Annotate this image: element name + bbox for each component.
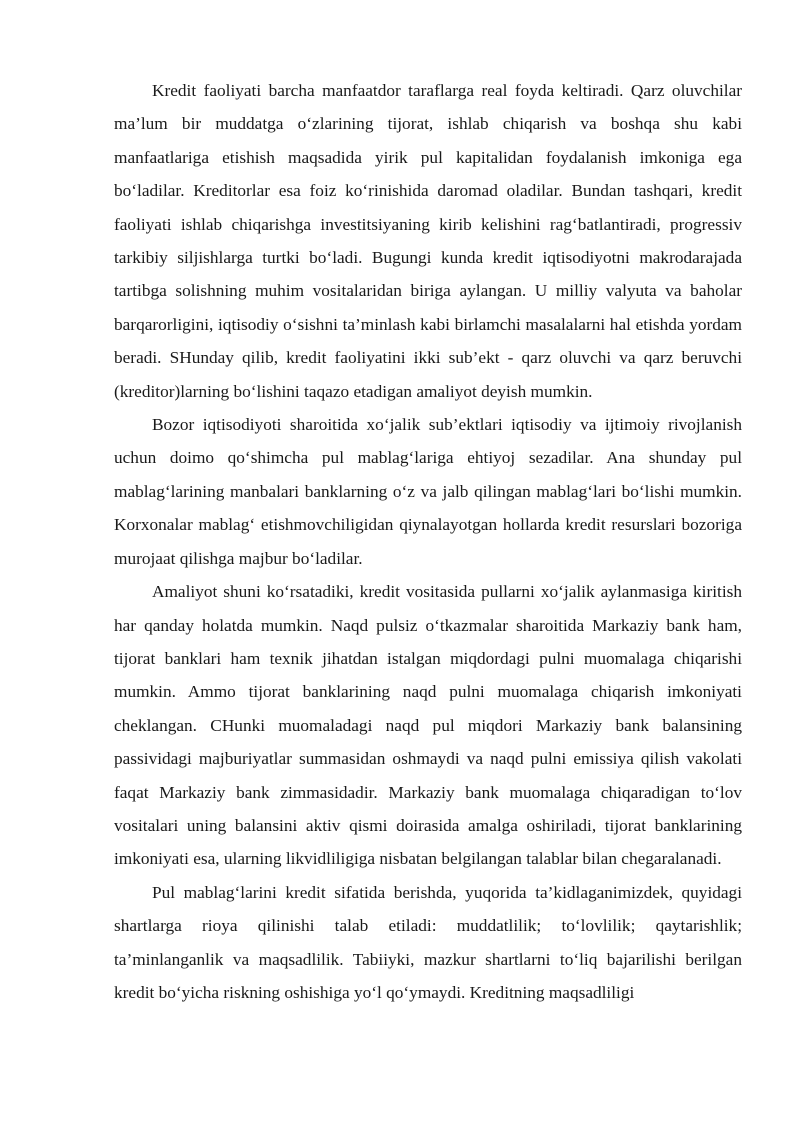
paragraph: Kredit faoliyati barcha manfaatdor taraflarga real foyda keltiradi. Qarz oluvchilar ma’lum bir muddatga o‘zlarining tijorat, ishlab chiqarish va boshqa shu kabi manfaatlariga etishish maqsadida yirik pul kapitalidan foydalanish imkoniga ega bo‘ladilar. Kreditorlar esa foiz ko‘rinishida daromad oladilar. Bundan tashqari, kredit faoliyati ishlab chiqarishga investitsiyaning kirib kelishini rag‘batlantiradi, progressiv tarkibiy siljishlarga turtki bo‘ladi. Bugungi kunda kredit iqtisodiyotni makrodarajada tartibga solishning muhim vositalaridan biriga aylangan. U milliy valyuta va baholar barqarorligini, iqtisodiy o‘sishni ta’minlash kabi birlamchi masalalarni hal etishda yordam beradi. SHunday qilib, kredit faoliyatini ikki sub’ekt - qarz oluvchi va qarz beruvchi (kreditor)larning bo‘lishini taqazo etadigan amaliyot deyish mumkin. — [114, 81, 742, 401]
paragraph: Pul mablag‘larini kredit sifatida berishda, yuqorida ta’kidlaganimizdek, quyidagi shartlarga rioya qilinishi talab etiladi: muddatlilik; to‘lovlilik; qaytarishlik; ta’minlanganlik va maqsadlilik. Tabiiyki, mazkur shartlarni to‘liq bajarilishi berilgan kredit bo‘yicha riskning oshishiga yo‘l qo‘ymaydi. Kreditning maqsadliligi — [114, 882, 742, 1002]
body-text — [114, 74, 742, 1009]
paragraph: Amaliyot shuni ko‘rsatadiki, kredit vositasida pullarni xo‘jalik aylanmasiga kiritish har qanday holatda mumkin. Naqd pulsiz o‘tkazmalar sharoitida Markaziy bank ham, tijorat banklari ham texnik jihatdan istalgan miqdordagi pulni muomalaga chiqarishi mumkin. Ammo tijorat banklarining naqd pulni muomalaga chiqarish imkoniyati cheklangan. CHunki muomaladagi naqd pul miqdori Markaziy bank balansining passividagi majburiyatlar summasidan oshmaydi va naqd pulni emissiya qilish vakolati faqat Markaziy bank zimmasidadir. Markaziy bank muomalaga chiqaradigan to‘lov vositalari uning balansini aktiv qismi doirasida amalga oshiriladi, tijorat banklarining imkoniyati esa, ularning likvidliligiga nisbatan belgilangan talablar bilan chegaralanadi. — [114, 582, 742, 869]
paragraph: Bozor iqtisodiyoti sharoitida xo‘jalik sub’ektlari iqtisodiy va ijtimoiy rivojlanish uchun doimo qo‘shimcha pul mablag‘lariga ehtiyoj sezadilar. Ana shunday pul mablag‘larining manbalari banklarning o‘z va jalb qilingan mablag‘lari bo‘lishi mumkin. Korxonalar mablag‘ etishmovchiligidan qiynalayotgan hollarda kredit resurslari bozoriga murojaat qilishga majbur bo‘ladilar. — [114, 415, 742, 568]
